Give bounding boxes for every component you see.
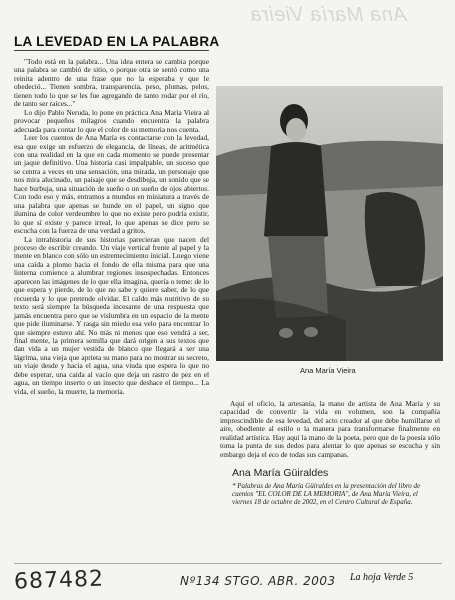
body-paragraph: Aquí el oficio, la artesanía, la mano de artista de Ana María y su capacidad de convertir la vida en volumen, son la compañía imprescindible de esa levedad, del acto creador al que debe humillarse el aire, obediente al estilo o la manera para transformarse finalmente en realidad artística. Hay aquí la mano de la poeta, pero que de la poesía sólo toma la punta de sus dedos para alentar lo que apenas se escucha y sin embargo deja el eco de todas sus campanas. xyxy=(220,399,440,459)
bleed-through-title: Ana María Vieira xyxy=(250,4,407,26)
headline-rule xyxy=(14,50,209,51)
article-left-column xyxy=(14,58,209,396)
author-photo xyxy=(216,86,443,361)
quote-paragraph: "Todo está en la palabra... Una idea entera se cambia porque una palabra se cambió de sitio, o porque otra se sentó como una reinita adentro de una frase que no la esperaba y que le obedeció... Tienen sombra, transparencia, peso, plumas, pelos, tienen todo lo que se les fue agregando de tanto rodar por el río, de tanto ser raíces..." xyxy=(14,57,209,109)
author-signature: Ana María Güiraldes xyxy=(232,467,329,479)
page-footer: La hoja Verde 5 xyxy=(350,572,414,583)
body-paragraph: Lo dijo Pablo Neruda, lo pone en práctica Ana María Vieira al provocar pequeños milagros cuando encuentra la palabra adecuada para contar lo que el color de su memoria nos cuenta. xyxy=(14,107,209,134)
footer-rule xyxy=(14,563,442,564)
article-headline: LA LEVEDAD EN LA PALABRA xyxy=(14,34,220,49)
portrait-illustration xyxy=(216,86,443,361)
handwritten-catalog-number: 687482 xyxy=(13,566,105,595)
handwritten-archive-note: Nº134 STGO. ABR. 2003 xyxy=(180,574,336,588)
footnote: * Palabras de Ana María Güiraldes en la presentación del libro de cuentos "EL COLOR DE LA MEMORIA", de Ana María Vieira, el viernes 18 de octubre de 2002, en el Centro Cultural de España. xyxy=(232,482,421,507)
body-paragraph: Leer los cuentos de Ana María es contactarse con la levedad, esa que exige un esfuerzo de elegancia, de líneas, de aritmética con una realidad en la que en cada momento se puede presentar un jaque definitivo. Una historia casi impalpable, un suceso que se centra a veces en una sensación, una mirada, un personaje que nos mira alucinado, un paisaje que se desdibuja, un sonido que se hace burbuja, una situación de sueño o un sueño de ojos abiertos. Con todo eso y más, entramos a mundos en miniatura a través de una palabra que apenas se hunde en el papel, un signo que ilumina de color verdeumbre lo que no existe pero podría existir, lo que sí existe y parece irreal, lo que apenas se dice pero se escucha con la fuerza de una verdad a gritos. xyxy=(14,133,209,236)
body-paragraph: La intrahistoria de sus historias parecieran que nacen del proceso de escribir creando. Un viaje vertical frente al papel y la mente en blanco con sólo un estremecimiento inicial. Luego viene una caída a plomo hacia el fondo de ella misma para que una linterna comience a alumbrar regiones insospechadas. Entonces aparecen las imágenes de lo que ella imagina, quería o teme: de lo que espera y pierde, de lo que no sabe y quiere saber, de lo que recuerda y lo que pretende olvidar. El caldo más nutritivo de su texto será siempre la búsqueda incesante de una respuesta que jamás encuentra pero que se vislumbra en un espacio de la mente que pide iluminarse. Y rasga sin miedo esa velo para encontrar lo que siempre estuvo ahí. No más ni menos que eso vendrá a ser, final mente, la primera semilla que dará origen a sus textos que dan vida a un mujer vestida de blanco que llegará a ser una lágrima, una vieja que aprieta su mano para no mostrar su secreto, un viaje desde y hacia el agua, una viuda que espera lo que no debe esperar, una caída al vacío que deja un rastro de pez en el agua, un tiempo inserto o un insecto que deshace el tiempo... La vida, el sueño, la muerte, la memoria. xyxy=(14,234,209,396)
photo-caption: Ana María Vieira xyxy=(300,366,356,375)
article-right-column xyxy=(220,400,440,459)
